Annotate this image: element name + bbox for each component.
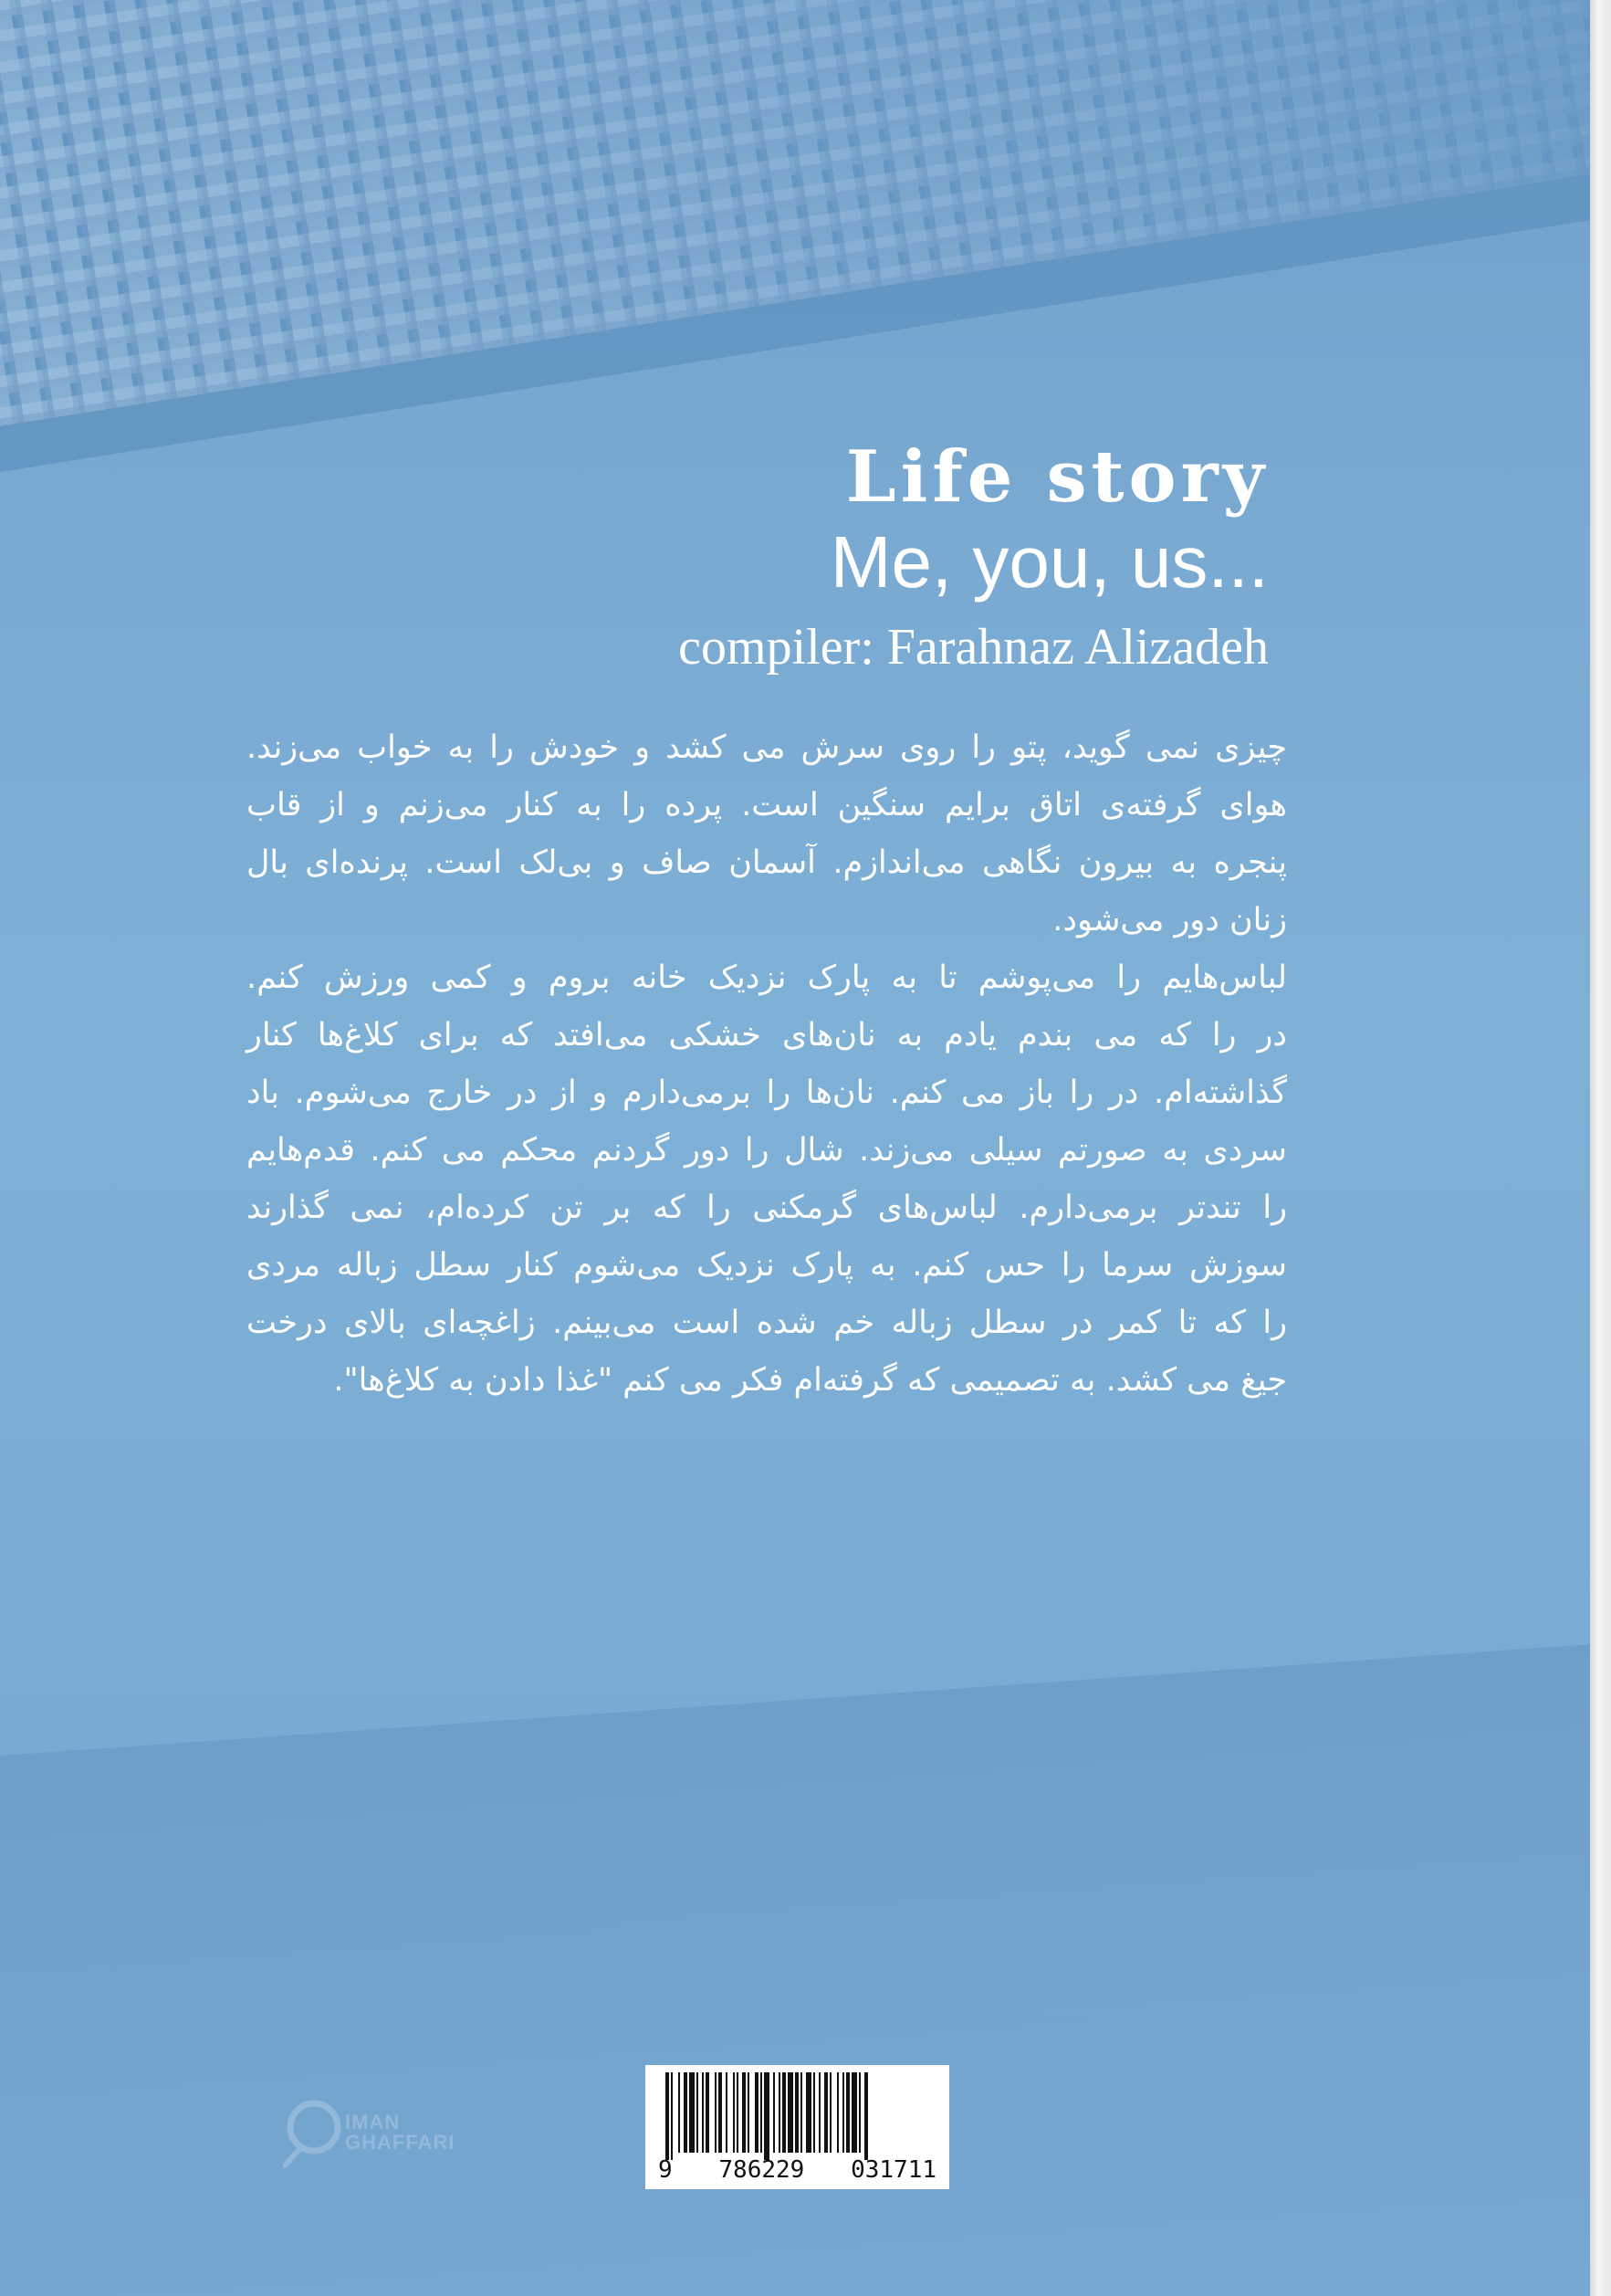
blurb-line: لباس‌هایم را می‌پوشم تا به پارک نزدیک خانه بروم و کمی ورزش کنم. bbox=[246, 959, 1287, 996]
book-title: Life story bbox=[845, 435, 1269, 519]
book-subtitle: Me, you, us... bbox=[830, 520, 1269, 603]
barcode-bar bbox=[864, 2072, 868, 2160]
page-edge bbox=[1590, 0, 1611, 2296]
publisher-logo bbox=[283, 2091, 502, 2182]
compiler-credit: compiler: Farahnaz Alizadeh bbox=[678, 618, 1269, 676]
barcode-bar bbox=[742, 2072, 746, 2153]
blurb-line: را تندتر برمی‌دارم. لباس‌های گرمکنی را که بر تن کرده‌ام، نمی گذارند bbox=[246, 1190, 1287, 1226]
barcode-bar bbox=[755, 2072, 758, 2153]
barcode-bar bbox=[684, 2072, 687, 2153]
blurb-line: گذاشته‌ام. در را باز می کنم. نان‌ها را برمی‌دارم و از در خارج می‌شوم. باد bbox=[246, 1075, 1287, 1111]
barcode-bar bbox=[830, 2072, 832, 2153]
blurb-line: سوزش سرما را حس کنم. به پارک نزدیک می‌شوم کنار سطل زباله مردی bbox=[246, 1247, 1287, 1284]
blurb-text bbox=[246, 719, 1287, 1410]
barcode-bar bbox=[824, 2072, 828, 2153]
publisher-logo-icon bbox=[283, 2091, 347, 2173]
barcode-bar bbox=[689, 2072, 695, 2153]
barcode-bar bbox=[737, 2072, 738, 2153]
blurb-line: را که تا کمر در سطل زباله خم شده است می‌بینم. زاغچه‌ای بالای درخت bbox=[246, 1305, 1287, 1341]
barcode-bar bbox=[782, 2072, 786, 2153]
barcode-bar bbox=[702, 2072, 704, 2153]
barcode-bar bbox=[715, 2072, 717, 2153]
barcode-bar bbox=[813, 2072, 815, 2153]
barcode-bar bbox=[706, 2072, 709, 2153]
barcode-bar bbox=[726, 2072, 727, 2153]
blurb-line: جیغ می کشد. به تصمیمی که گرفته‌ام فکر می کنم "غذا دادن به کلاغ‌ها". bbox=[333, 1362, 1287, 1399]
blurb-line: سردی به صورتم سیلی می‌زند. شال را دور گردنم محکم می کنم. قدم‌هایم bbox=[246, 1132, 1287, 1169]
barcode-bar bbox=[806, 2072, 811, 2153]
barcode-bar bbox=[764, 2072, 769, 2160]
barcode-bar bbox=[665, 2072, 669, 2160]
blurb-line: زنان دور می‌شود. bbox=[1052, 902, 1287, 938]
barcode-digit-group: 031711 bbox=[851, 2156, 936, 2184]
barcode-bar bbox=[846, 2072, 850, 2153]
lower-diagonal-band bbox=[0, 1622, 1590, 2296]
barcode-bar bbox=[788, 2072, 793, 2153]
barcode-digits bbox=[645, 2156, 949, 2184]
blurb-line: چیزی نمی گوید، پتو را روی سرش می کشد و خودش را به خواب می‌زند. bbox=[246, 729, 1287, 766]
barcode-bar bbox=[733, 2072, 735, 2153]
barcode-bar bbox=[718, 2072, 722, 2153]
barcode-bar bbox=[795, 2072, 799, 2153]
isbn-barcode bbox=[645, 2065, 949, 2189]
barcode-bar bbox=[779, 2072, 780, 2153]
blurb-line: هوای گرفته‌ی اتاق برایم سنگین است. پرده را به کنار می‌زنم و از قاب bbox=[246, 787, 1287, 823]
blurb-line: پنجره به بیرون نگاهی می‌اندازم. آسمان صاف و بی‌لک است. پرنده‌ای بال bbox=[246, 844, 1287, 881]
barcode-bar bbox=[837, 2072, 839, 2153]
barcode-digit-group: 9 bbox=[658, 2156, 673, 2184]
barcode-bars bbox=[665, 2072, 932, 2160]
barcode-digit-group: 786229 bbox=[718, 2156, 805, 2184]
blurb-line: در را که می بندم یادم به نان‌های خشکی می‌افتد که برای کلاغ‌ها کنار bbox=[246, 1017, 1287, 1054]
title-block bbox=[678, 435, 1269, 678]
barcode-bar bbox=[842, 2072, 844, 2153]
barcode-bar bbox=[696, 2072, 698, 2153]
barcode-bar bbox=[748, 2072, 749, 2153]
barcode-bar bbox=[678, 2072, 680, 2153]
barcode-bar bbox=[859, 2072, 861, 2153]
barcode-bar bbox=[819, 2072, 821, 2153]
barcode-bar bbox=[671, 2072, 673, 2160]
barcode-bar bbox=[852, 2072, 857, 2153]
barcode-bar bbox=[773, 2072, 775, 2153]
barcode-bar bbox=[760, 2072, 762, 2153]
publisher-logo-text: IMAN GHAFFARI bbox=[345, 2111, 455, 2154]
barcode-bar bbox=[800, 2072, 802, 2153]
